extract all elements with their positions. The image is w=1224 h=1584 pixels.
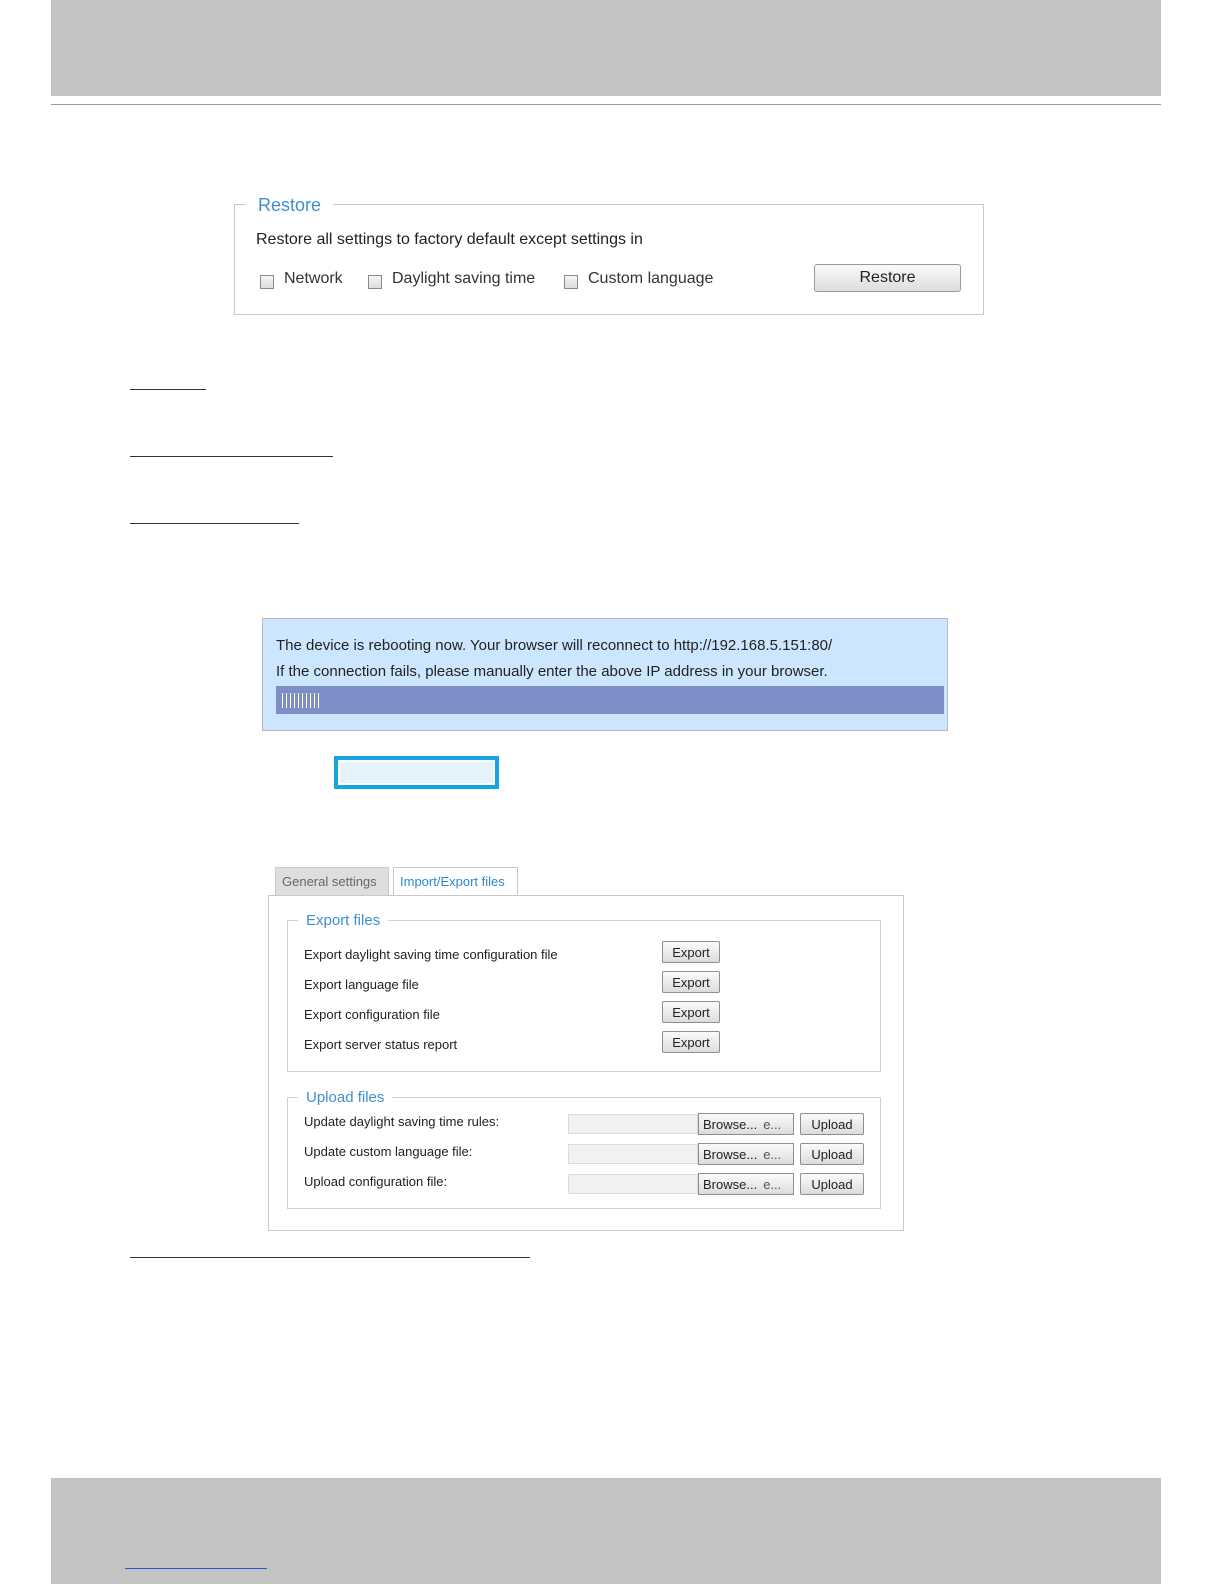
network-checkbox[interactable]	[260, 275, 274, 289]
upload-config-browse-button[interactable]: Browse... e...	[698, 1173, 794, 1195]
reboot-progress-bar	[276, 686, 944, 714]
export-dst-label: Export daylight saving time configuration file	[304, 947, 558, 962]
progress-ticks	[282, 693, 322, 708]
upload-files-legend: Upload files	[298, 1089, 392, 1107]
upload-dst-browse-button[interactable]: Browse... e...	[698, 1113, 794, 1135]
export-config-button[interactable]: Export	[662, 1001, 720, 1023]
upload-language-browse-button[interactable]: Browse... e...	[698, 1143, 794, 1165]
option-custom-language[interactable]	[564, 270, 713, 288]
restore-legend: Restore	[246, 193, 333, 217]
restore-button[interactable]: Restore	[814, 264, 961, 292]
export-config-label: Export configuration file	[304, 1007, 440, 1022]
custom-language-label: Custom language	[588, 270, 714, 287]
reboot-banner	[262, 618, 948, 731]
restore-panel	[234, 204, 984, 315]
reboot-message-line-2: If the connection fails, please manually enter the above IP address in your browser.	[276, 663, 828, 680]
export-language-label: Export language file	[304, 977, 419, 992]
option-network[interactable]	[260, 270, 343, 288]
upload-dst-button[interactable]: Upload	[800, 1113, 864, 1135]
daylight-saving-checkbox[interactable]	[368, 275, 382, 289]
upload-dst-file-field[interactable]	[568, 1114, 698, 1134]
tab-general-settings[interactable]: General settings	[275, 867, 389, 896]
upload-config-button[interactable]: Upload	[800, 1173, 864, 1195]
page-header-band	[51, 0, 1161, 96]
network-label: Network	[284, 270, 343, 287]
upload-language-file-field[interactable]	[568, 1144, 698, 1164]
export-dst-button[interactable]: Export	[662, 941, 720, 963]
underline-rule-1	[130, 389, 206, 390]
export-status-report-label: Export server status report	[304, 1037, 458, 1052]
custom-language-checkbox[interactable]	[564, 275, 578, 289]
upload-language-label: Update custom language file:	[304, 1144, 473, 1159]
export-language-button[interactable]: Export	[662, 971, 720, 993]
underline-rule-3	[130, 523, 299, 524]
highlight-box	[334, 756, 499, 789]
daylight-saving-label: Daylight saving time	[392, 270, 536, 287]
restore-description: Restore all settings to factory default except settings in	[256, 231, 643, 248]
header-rule	[51, 104, 1161, 105]
footer-link-underline[interactable]	[125, 1568, 267, 1569]
upload-config-file-field[interactable]	[568, 1174, 698, 1194]
export-status-report-button[interactable]: Export	[662, 1031, 720, 1053]
underline-rule-4	[130, 1257, 530, 1258]
upload-language-button[interactable]: Upload	[800, 1143, 864, 1165]
reboot-message-line-1: The device is rebooting now. Your browser will reconnect to http://192.168.5.151:80/	[276, 637, 833, 654]
tab-import-export-files[interactable]: Import/Export files	[393, 867, 518, 897]
upload-dst-label: Update daylight saving time rules:	[304, 1114, 500, 1129]
option-daylight-saving[interactable]	[368, 270, 535, 288]
underline-rule-2	[130, 456, 333, 457]
upload-config-label: Upload configuration file:	[304, 1174, 448, 1189]
export-files-legend: Export files	[298, 912, 388, 930]
